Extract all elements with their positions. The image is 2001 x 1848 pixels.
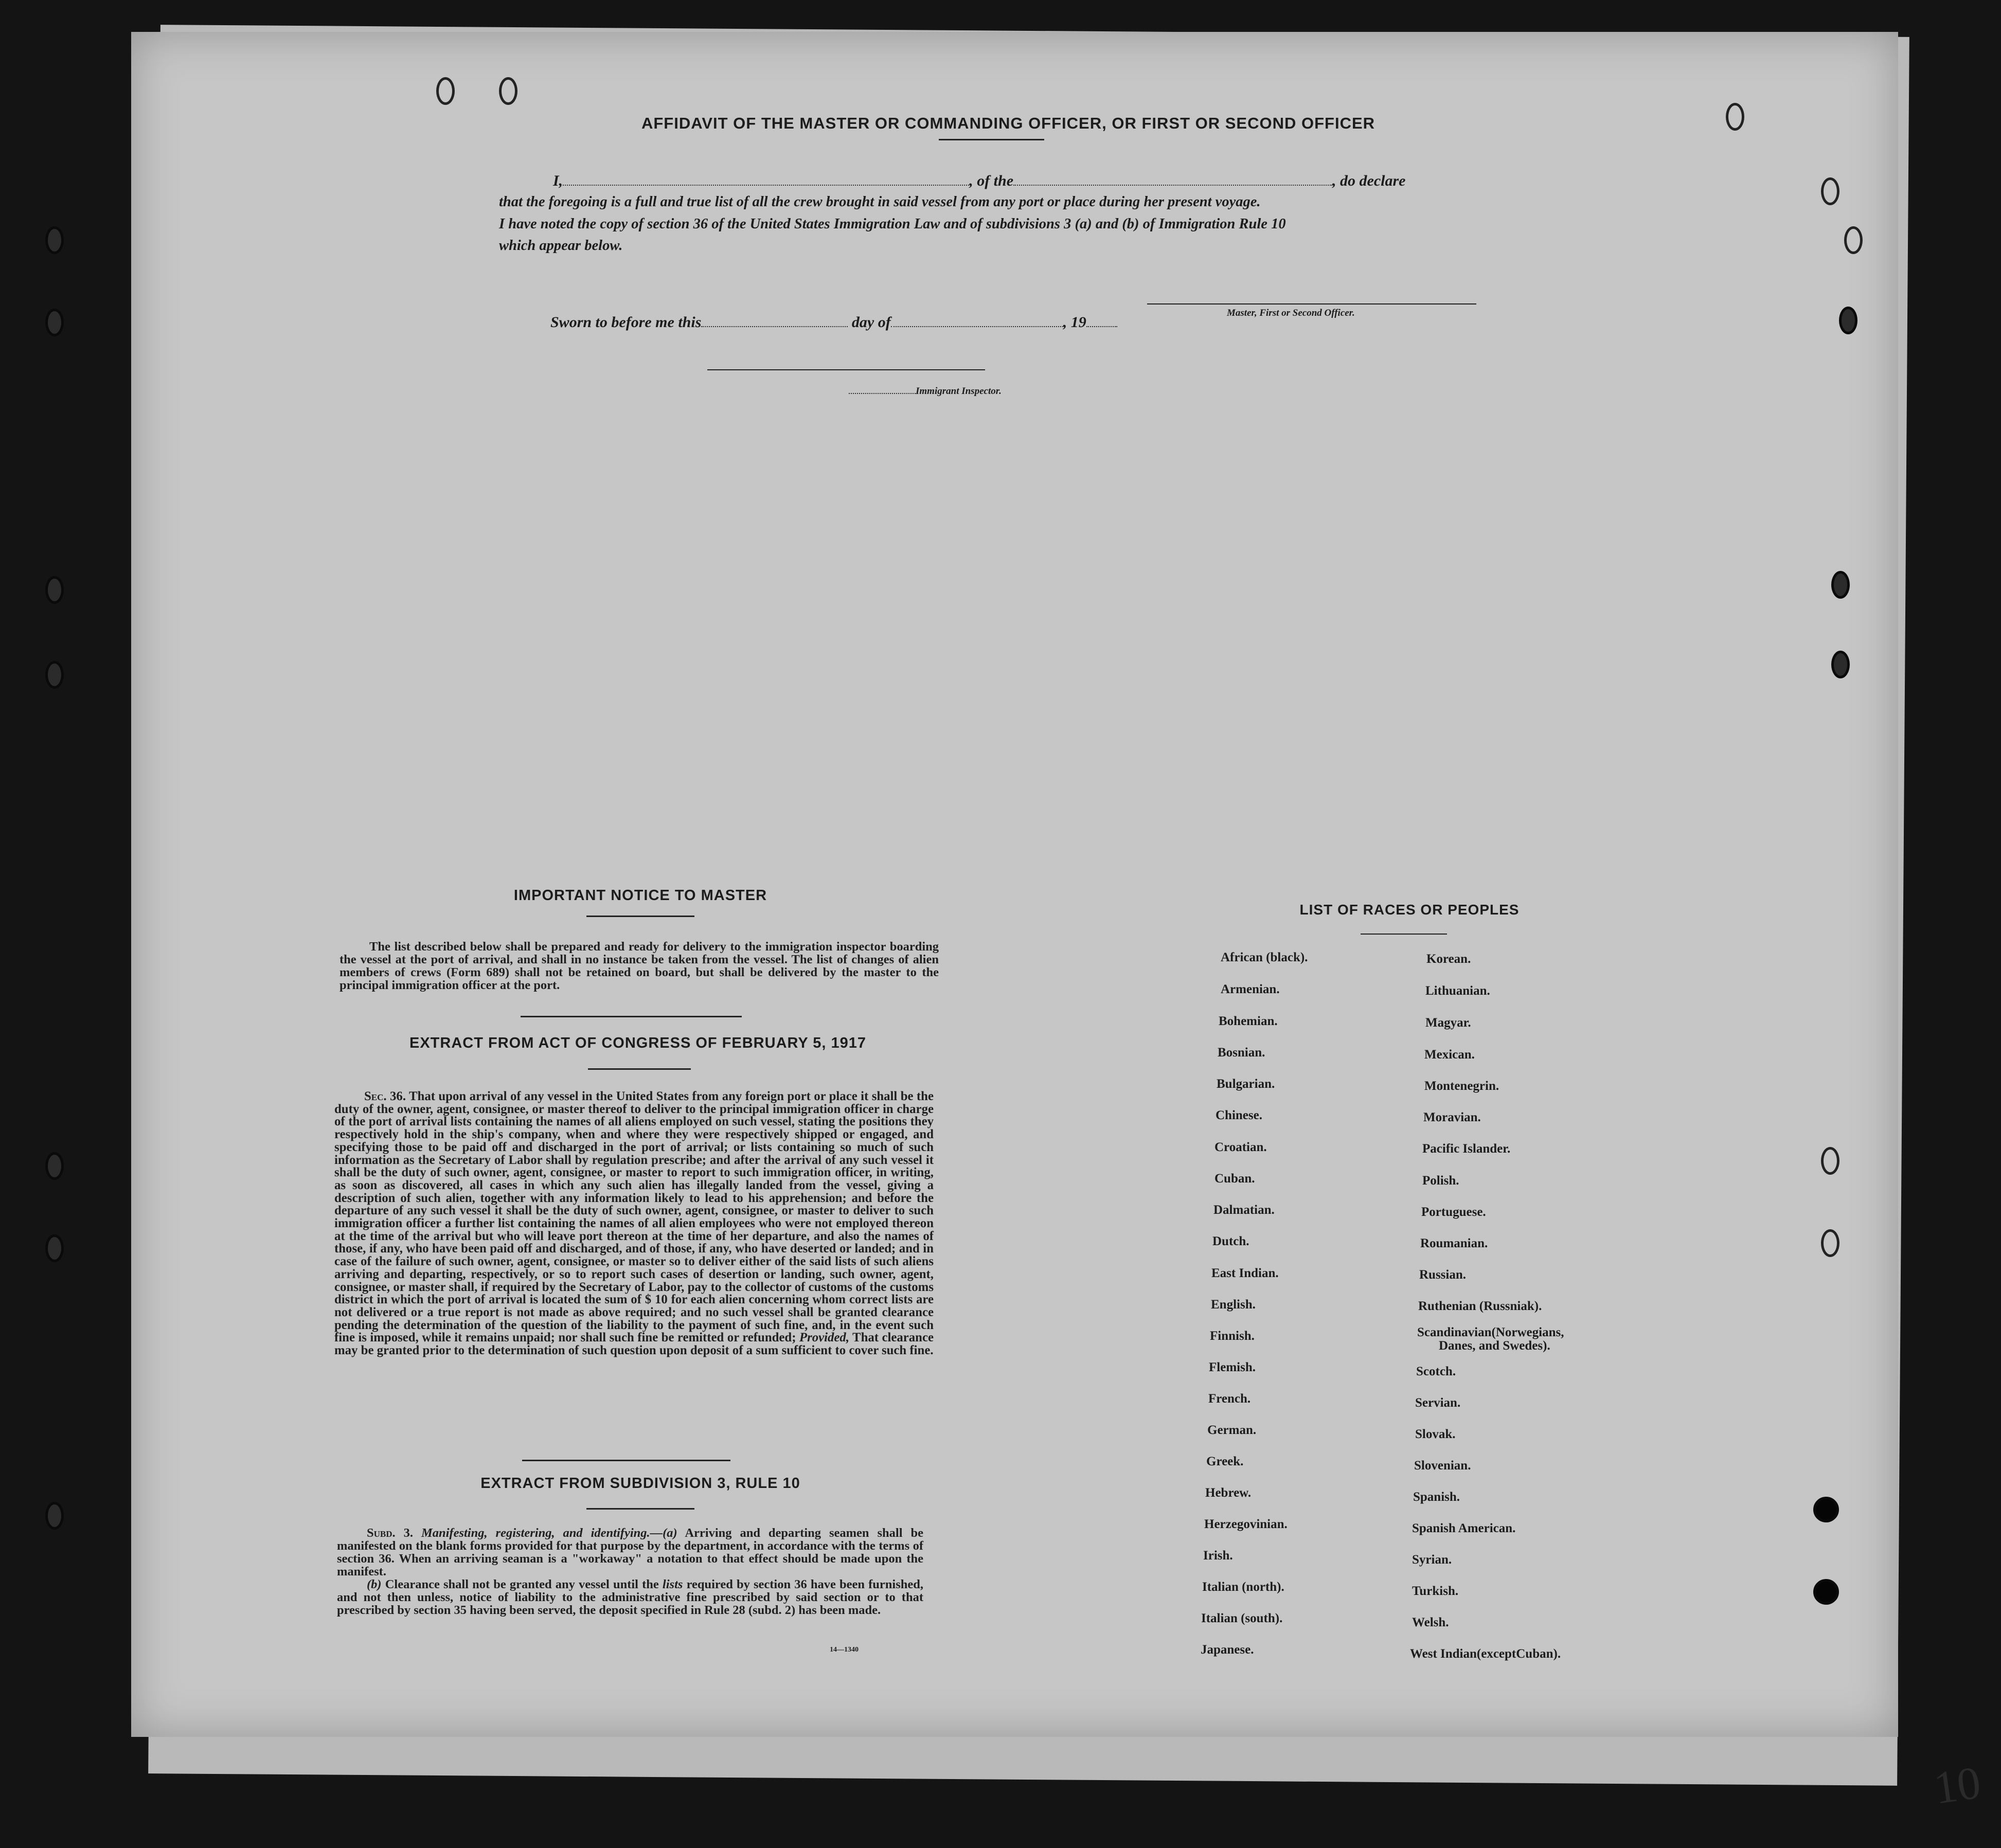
handwritten-page-number: 10 — [1931, 1757, 1984, 1814]
day-of-label: day of — [851, 314, 891, 331]
rule-text-b1: Clearance shall not be granted any vessel until the — [385, 1577, 659, 1591]
inspector-dotted-blank — [849, 388, 916, 394]
notice-body: The list described below shall be prepared and ready for delivery to the immigration inspector boarding the vessel at the port of arrival, and shall in no instance be taken from the vessel. The list of changes of alien members of crews (Form 689) shall not be retained on board, but shall be delivered by the master to the principal immigration officer at the port. — [340, 940, 939, 992]
race-right-13: Danes, and Swedes). — [1439, 1339, 1550, 1353]
act-body: That upon arrival of any vessel in the United States from any foreign port or place it shall be the duty of the owner, agent, consignee, or master thereof to deliver to the principal immigration officer in charge of the port of arrival lists containing the names of all aliens employed on such vessel, stating the positions they respectively hold in the ship's company, when and where they were respectively shipped or engaged, and specifying those to be paid off and discharged in the port of arrival; or lists containing so much of such information as the Secretary of Labor shall by regulation prescribe; and after the arrival of any such vessel it shall be the duty of such owner, agent, consignee, or master to report to such immigration officer, in writing, as soon as discovered, all cases in which any such alien has illegally landed from the vessel, giving a description of such alien, together with any information likely to lead to his apprehension; and before the departure of any such vessel it shall be the duty of such owner, agent, consignee, or master to deliver to such immigration officer a further list containing the names of all alien employees who were not employed thereon at the time of the arrival but who will leave port thereon at the time of her departure, and also the names of those, if any, who have been paid off and discharged, and of those, if any, who have deserted or landed; and in case of the failure of such owner, agent, consignee, or master so to deliver either of the said lists of such aliens arriving and departing, respectively, or so to report such cases of desertion or landing, such owner, agent, consignee, or master shall, if required by the Secretary of Labor, pay to the collector of customs of the customs district in which the port of arrival is located the sum of $ 10 for each alien concerning whom correct lists are not delivered or a true report is not made as above required; and no such vessel shall be granted clearance pending the determination of the question of the liability to the payment of such fine, and, in the event such fine is imposed, while it remains unpaid; nor shall such fine be remitted or refunded; — [334, 1089, 934, 1345]
affidavit-i-label: I, — [553, 172, 563, 189]
binder-hole-left-2 — [45, 309, 64, 336]
affidavit-title: AFFIDAVIT OF THE MASTER OR COMMANDING OFFICER, OR FIRST OR SECOND OFFICER — [641, 114, 1375, 132]
affidavit-line-3: I have noted the copy of section 36 of the United States Immigration Law and of subdivisions 3 (a) and (b) of Immigration Rule 10 — [499, 216, 1286, 232]
race-left-3: Bosnian. — [1218, 1046, 1265, 1060]
act-provided-label: Provided, — [799, 1331, 850, 1345]
race-left-11: English. — [1211, 1298, 1256, 1312]
race-right-9: Roumanian. — [1420, 1236, 1488, 1250]
binder-hole-left-7 — [45, 1502, 64, 1530]
race-right-6: Pacific Islander. — [1422, 1142, 1511, 1156]
binder-hole-top-3 — [1726, 103, 1744, 131]
race-left-15: German. — [1207, 1423, 1257, 1437]
race-left-13: Flemish. — [1209, 1360, 1256, 1374]
race-right-21: Turkish. — [1412, 1584, 1459, 1598]
rule-subd-heading: Manifesting, registering, and identifying.—(a) — [421, 1526, 677, 1540]
race-left-14: French. — [1208, 1392, 1251, 1406]
binder-hole-left-3 — [45, 576, 64, 604]
race-left-2: Bohemian. — [1219, 1014, 1278, 1028]
race-left-18: Herzegovinian. — [1204, 1517, 1288, 1531]
rule-b-label: (b) — [367, 1577, 382, 1591]
sworn-line — [550, 314, 1117, 331]
rule-lists-word: lists — [662, 1577, 683, 1591]
rule-text-a: Arriving and departing seamen shall be manifested on the blank forms provided for that purpose by the department, in accordance with the terms of section 36. When an arriving seaman is a "workaway" a notation to that effect should be made upon the manifest. — [337, 1526, 923, 1578]
race-right-0: Korean. — [1426, 952, 1471, 966]
race-left-0: African (black). — [1221, 950, 1308, 964]
notice-text — [340, 940, 939, 992]
act-sec-label: Sec. 36. — [364, 1089, 406, 1103]
race-right-14: Scotch. — [1416, 1365, 1456, 1378]
binder-hole-left-4 — [45, 661, 64, 689]
rule-extract-text — [337, 1527, 923, 1617]
year-label: , 19 — [1063, 314, 1086, 331]
race-left-1: Armenian. — [1221, 982, 1280, 996]
race-right-11: Ruthenian (Russniak). — [1418, 1299, 1542, 1313]
act-extract-title: EXTRACT FROM ACT OF CONGRESS OF FEBRUARY 5, 1917 — [409, 1035, 867, 1051]
race-right-17: Slovenian. — [1414, 1459, 1471, 1473]
affidavit-do-declare-label: , do declare — [1332, 172, 1406, 189]
race-right-15: Servian. — [1415, 1396, 1461, 1410]
sworn-label: Sworn to before me this — [550, 314, 702, 331]
race-right-10: Russian. — [1419, 1268, 1467, 1282]
binder-hole-right-3 — [1839, 307, 1857, 334]
race-left-17: Hebrew. — [1205, 1486, 1252, 1500]
notice-title: IMPORTANT NOTICE TO MASTER — [513, 887, 767, 904]
race-left-12: Finnish. — [1210, 1329, 1255, 1343]
act-body-end: That clearance may be granted prior to the determination of such question upon deposit of a sum sufficient to cover such fine. — [334, 1331, 934, 1358]
rule-extract-title-rule — [586, 1508, 694, 1510]
act-extract-title-rule — [588, 1068, 691, 1070]
sworn-year-blank[interactable] — [1086, 316, 1117, 327]
race-left-10: East Indian. — [1211, 1266, 1279, 1280]
race-right-5: Moravian. — [1423, 1110, 1481, 1124]
notice-end-rule — [521, 1016, 742, 1017]
race-right-18: Spanish. — [1413, 1490, 1460, 1504]
sworn-day-blank[interactable] — [701, 316, 848, 327]
affidavit-of-the-label: , of the — [969, 172, 1014, 189]
race-left-16: Greek. — [1206, 1455, 1244, 1468]
binder-hole-right-6 — [1821, 1147, 1839, 1175]
race-right-19: Spanish American. — [1412, 1521, 1516, 1535]
binder-hole-left-6 — [45, 1234, 64, 1262]
master-signature-line[interactable] — [1147, 303, 1476, 304]
binder-hole-top-2 — [499, 77, 517, 105]
affidavit-declaration-line — [553, 172, 1405, 190]
races-title: LIST OF RACES OR PEOPLES — [1299, 902, 1520, 918]
race-right-22: Welsh. — [1412, 1616, 1449, 1629]
race-left-21: Italian (south). — [1201, 1611, 1283, 1625]
form-code: 14—1340 — [830, 1646, 859, 1654]
affidavit-line-2: that the foregoing is a full and true list of all the crew brought in said vessel from any port or place during her present voyage. — [499, 194, 1261, 210]
race-left-6: Croatian. — [1214, 1140, 1267, 1154]
rule-extract-title: EXTRACT FROM SUBDIVISION 3, RULE 10 — [480, 1475, 800, 1492]
race-left-4: Bulgarian. — [1217, 1077, 1275, 1091]
race-right-8: Portuguese. — [1421, 1205, 1486, 1219]
race-left-22: Japanese. — [1201, 1643, 1254, 1657]
inspector-caption-text: Immigrant Inspector. — [916, 386, 1002, 397]
binder-hole-right-2 — [1844, 226, 1863, 254]
race-right-4: Montenegrin. — [1424, 1079, 1499, 1093]
master-signature-caption: Master, First or Second Officer. — [1227, 308, 1355, 318]
notice-title-rule — [586, 916, 694, 917]
race-right-7: Polish. — [1422, 1174, 1459, 1188]
binder-hole-right-4 — [1831, 571, 1850, 599]
race-left-5: Chinese. — [1216, 1108, 1262, 1122]
race-left-9: Dutch. — [1212, 1234, 1249, 1248]
binder-hole-right-5 — [1831, 651, 1850, 678]
affidavit-line-4: which appear below. — [499, 238, 623, 254]
sworn-month-blank[interactable] — [891, 316, 1063, 327]
races-title-rule — [1361, 934, 1447, 935]
race-right-20: Syrian. — [1412, 1553, 1452, 1567]
binder-hole-right-9 — [1813, 1579, 1839, 1605]
race-right-1: Lithuanian. — [1425, 984, 1490, 998]
rule-subd-label: Subd. 3. — [367, 1526, 413, 1540]
race-left-20: Italian (north). — [1202, 1580, 1284, 1594]
act-extract-text — [334, 1090, 934, 1357]
binder-hole-right-8 — [1813, 1497, 1839, 1522]
race-right-3: Mexican. — [1424, 1048, 1475, 1062]
race-right-12: Scandinavian(Norwegians, — [1417, 1325, 1564, 1339]
act-extract-end-rule — [522, 1460, 730, 1461]
vessel-name-blank[interactable] — [1013, 174, 1332, 186]
binder-hole-left-5 — [45, 1152, 64, 1180]
race-right-2: Magyar. — [1425, 1016, 1471, 1030]
master-name-blank[interactable] — [563, 174, 969, 186]
rule-text-b2: required by section 36 have been furnished, and not then unless, notice of liability to the administrative fine prescribed by said section or to that prescribed by section 35 having been served, the deposit specified in Rule 28 (subd. 2) has been made. — [337, 1577, 924, 1617]
race-right-16: Slovak. — [1415, 1427, 1456, 1441]
race-left-19: Irish. — [1203, 1549, 1233, 1563]
race-left-8: Dalmatian. — [1213, 1203, 1275, 1217]
inspector-signature-caption — [849, 386, 1002, 397]
binder-hole-right-7 — [1821, 1229, 1839, 1257]
binder-hole-top-1 — [436, 77, 455, 105]
race-right-23: West Indian(exceptCuban). — [1410, 1647, 1561, 1661]
race-left-7: Cuban. — [1214, 1172, 1255, 1186]
inspector-signature-line[interactable] — [707, 369, 985, 370]
binder-hole-right-1 — [1821, 177, 1839, 205]
binder-hole-left-1 — [45, 226, 64, 254]
affidavit-title-rule — [939, 139, 1044, 140]
